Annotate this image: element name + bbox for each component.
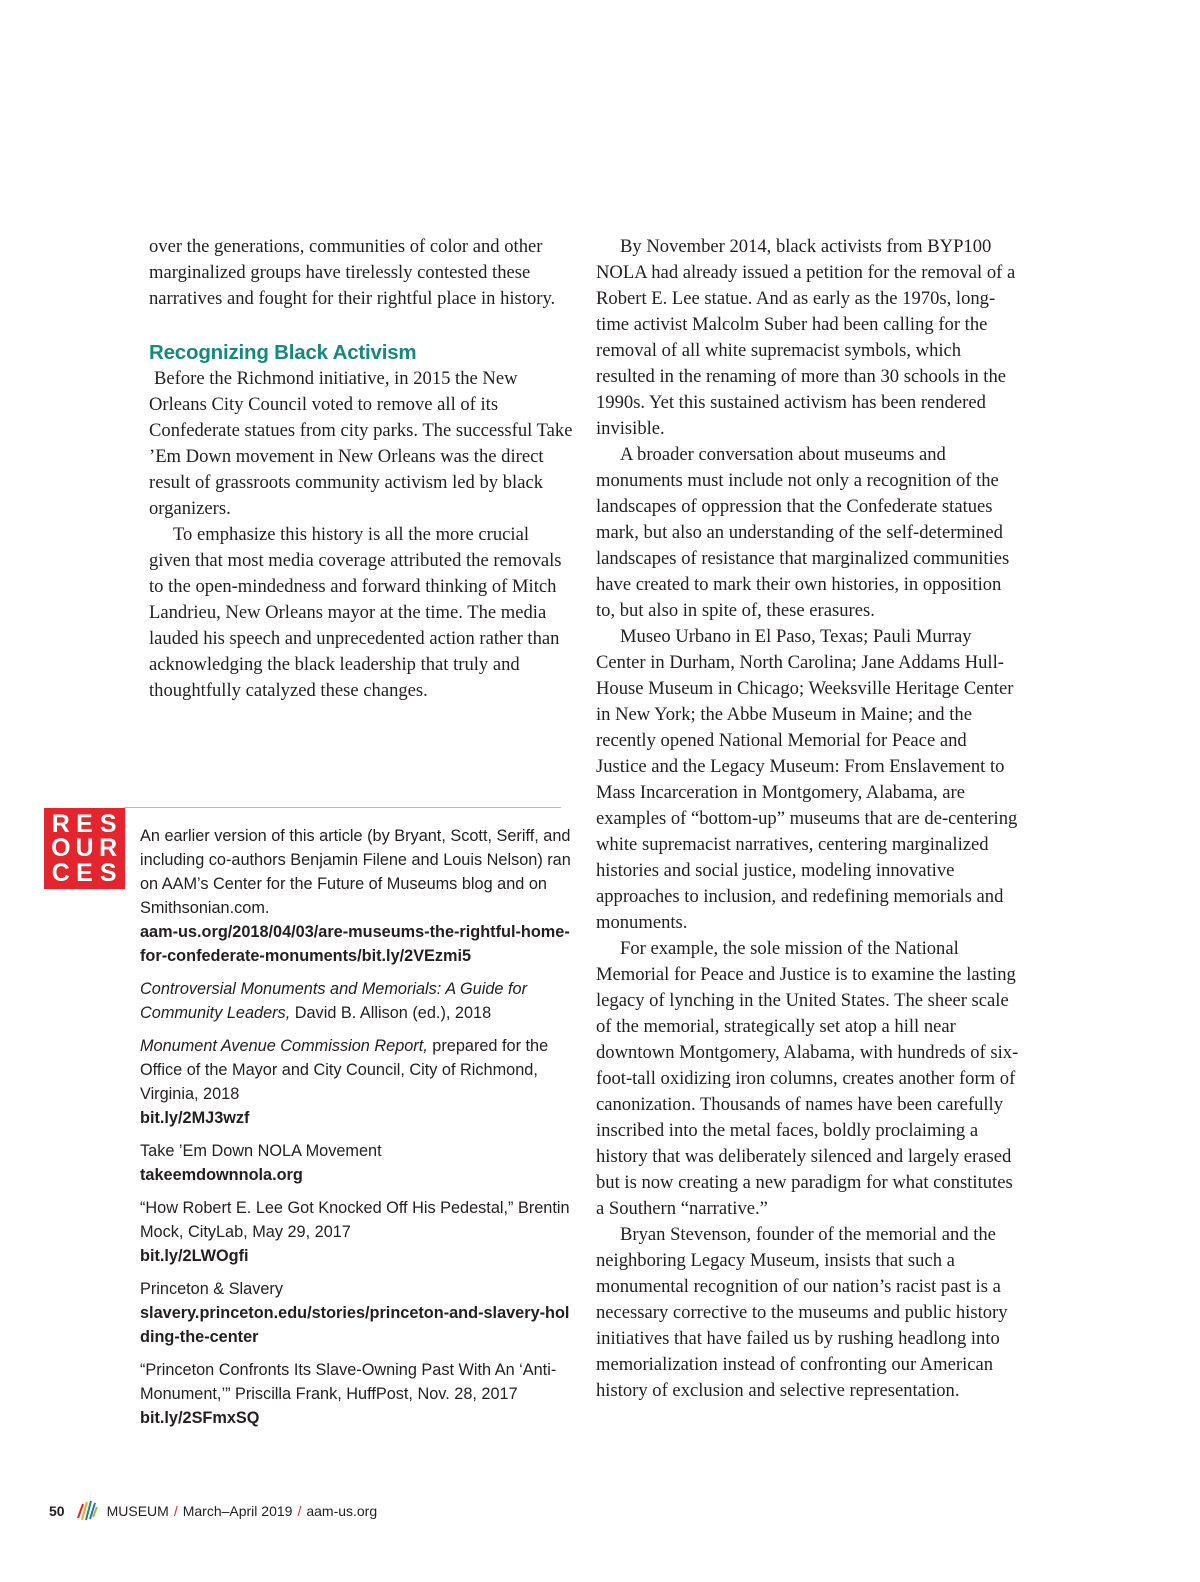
resources-list: [140, 824, 572, 1439]
resource-item: [140, 1358, 572, 1430]
resource-item: [140, 1277, 572, 1349]
right-column: [596, 234, 1021, 1404]
article-paragraph: Bryan Stevenson, founder of the memorial and the neighboring Legacy Museum, insists that such a monumental recognition of our nation’s racist past is a necessary corrective to the museums and public history initiatives that have failed us by rushing headlong into memorialization instead of confronting our American history of exclusion and selective representation.: [596, 1224, 1008, 1401]
left-column: [149, 234, 573, 704]
resource-link[interactable]: bit.ly/2SFmxSQ: [140, 1409, 260, 1427]
article-paragraph: over the generations, communities of color and other marginalized groups have tirelessly contested these narratives and fought for their rightful place in history.: [149, 236, 556, 309]
resources-logo-letter: E: [76, 810, 93, 838]
resources-logo-letter: R: [99, 834, 118, 863]
magazine-name: MUSEUM: [106, 1503, 169, 1519]
article-paragraph: By November 2014, black activists from BYP100 NOLA had already issued a petition for the removal of a Robert E. Lee statue. And as early as the 1970s, long-time activist Malcolm Suber had been calling for the removal of all white supremacist symbols, which resulted in the renaming of more than 30 schools in the 1990s. Yet this sustained activism has been rendered invisible.: [596, 236, 1016, 439]
resource-text: David B. Allison (ed.), 2018: [290, 1004, 492, 1022]
resource-title: Controversial Monuments and Memorials: A Guide for Community Leaders,: [140, 980, 527, 1022]
article-paragraph: Before the Richmond initiative, in 2015 the New Orleans City Council voted to remove all of its Confederate statues from city parks. The successful Take ’Em Down movement in New Orleans was the direct result of grassroots community activism led by black organizers.: [149, 368, 573, 519]
resource-text: Take ’Em Down NOLA Movement: [140, 1142, 382, 1160]
resources-logo-letter: O: [51, 834, 71, 863]
resource-title: Monument Avenue Commission Report,: [140, 1037, 428, 1055]
resource-link[interactable]: bit.ly/2LWOgfi: [140, 1247, 249, 1265]
article-paragraph: To emphasize this history is all the more crucial given that most media coverage attributed the removals to the open-mindedness and forward thinking of Mitch Landrieu, New Orleans mayor at the time. The media lauded his speech and unprecedented action rather than acknowledging the black leadership that truly and thoughtfully catalyzed these changes.: [149, 524, 562, 701]
resource-link[interactable]: slavery.princeton.edu/stories/princeton-and-slavery-holding-the-center: [140, 1304, 570, 1346]
resource-link[interactable]: aam-us.org/2018/04/03/are-museums-the-rightful-home-for-confederate-monuments/bit.ly/2VEzmi5: [140, 923, 570, 965]
resource-text: An earlier version of this article (by Bryant, Scott, Seriff, and including co-authors Benjamin Filene and Louis Nelson) ran on AAM’s Center for the Future of Museums blog and on Smithsonian.com.: [140, 827, 571, 917]
section-heading: Recognizing Black Activism: [149, 341, 417, 364]
resource-link[interactable]: bit.ly/2MJ3wzf: [140, 1109, 250, 1127]
article-paragraph: Museo Urbano in El Paso, Texas; Pauli Murray Center in Durham, North Carolina; Jane Addams Hull-House Museum in Chicago; Weeksville Heritage Center in New York; the Abbe Museum in Maine; and the recently opened National Memorial for Peace and Justice and the Legacy Museum: From Enslavement to Mass Incarceration in Montgomery, Alabama, are examples of “bottom-up” museums that are de-centering white supremacist narratives, centering marginalized histories and social justice, modeling innovative approaches to inclusion, and redefining memorials and monuments.: [596, 626, 1018, 933]
resource-link[interactable]: takeemdownnola.org: [140, 1166, 303, 1184]
page-footer: [49, 1499, 377, 1523]
footer-separator: /: [297, 1503, 302, 1519]
issue-date: March–April 2019: [182, 1503, 293, 1519]
article-paragraph: A broader conversation about museums and monuments must include not only a recognition of the landscapes of oppression that the Confederate statues mark, but also an understanding of the self-determined landscapes of resistance that marginalized communities have created to mark their own histories, in opposition to, but also in spite of, these erasures.: [596, 444, 1010, 621]
page-number: 50: [49, 1503, 65, 1519]
resource-text: “Princeton Confronts Its Slave-Owning Past With An ‘Anti-Monument,’” Priscilla Frank, HuffPost, Nov. 28, 2017: [140, 1361, 557, 1403]
museum-logo-icon: [75, 1498, 99, 1525]
footer-separator: /: [173, 1503, 178, 1519]
resource-item: [140, 977, 572, 1025]
resources-logo-letter: C: [51, 858, 70, 887]
resources-logo-letter: U: [75, 834, 94, 863]
resource-item: [140, 824, 572, 968]
resource-item: [140, 1196, 572, 1268]
resources-logo-letter: E: [76, 858, 93, 887]
resources-logo-letter: R: [51, 810, 70, 838]
resource-item: [140, 1139, 572, 1187]
resource-item: [140, 1034, 572, 1130]
resources-logo-letter: S: [99, 858, 117, 887]
article-paragraph: For example, the sole mission of the National Memorial for Peace and Justice is to examine the lasting legacy of lynching in the United States. The sheer scale of the memorial, strategically set atop a hill near downtown Montgomery, Alabama, with hundreds of six-foot-tall oxidizing iron columns, creates another form of canonization. Thousands of names have been carefully inscribed into the metal faces, boldly proclaiming a history that was deliberately silenced and largely erased but is now creating a new paradigm for what constitutes a Southern “narrative.”: [596, 938, 1019, 1219]
resource-text: “How Robert E. Lee Got Knocked Off His Pedestal,” Brentin Mock, CityLab, May 29, 2017: [140, 1199, 570, 1241]
resource-text: Princeton & Slavery: [140, 1280, 283, 1298]
resources-logo-letter: S: [99, 810, 117, 838]
resource-text: prepared for the Office of the Mayor and City Council, City of Richmond, Virginia, 2018: [140, 1037, 549, 1103]
website: aam-us.org: [306, 1503, 378, 1519]
resources-logo: [44, 808, 125, 889]
resources-divider: [124, 807, 561, 808]
